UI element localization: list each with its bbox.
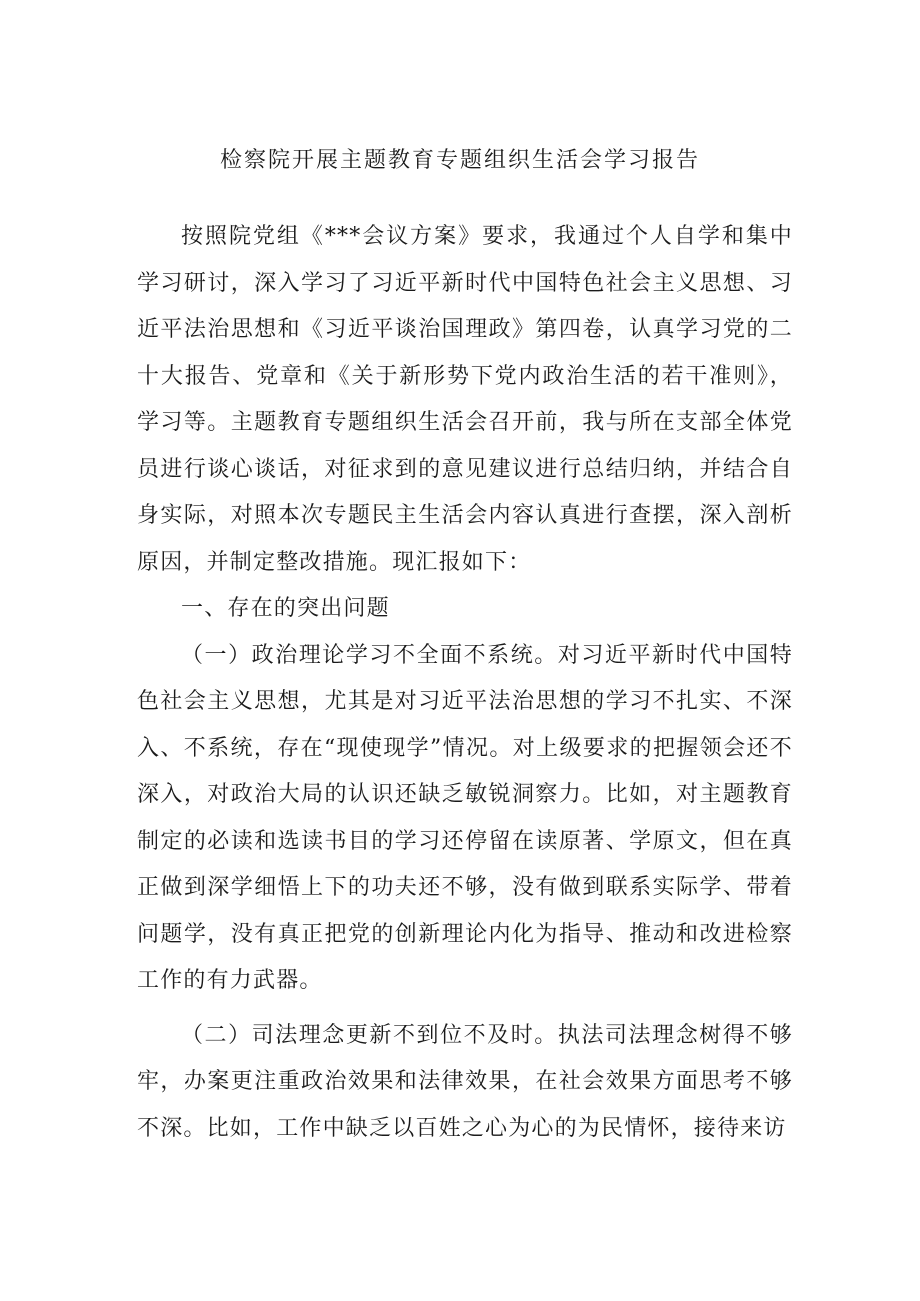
document-title: 检察院开展主题教育专题组织生活会学习报告 xyxy=(219,148,700,173)
problem-paragraph-2: （二）司法理念更新不到位不及时。执法司法理念树得不够牢，办案更注重政治效果和法律效果，在社会效果方面思考不够不深。比如，工作中缺乏以百姓之心为心的为民情怀，接待来访 xyxy=(137,1022,793,1141)
document-body xyxy=(137,214,793,1152)
section-heading: 一、存在的突出问题 xyxy=(181,596,390,621)
intro-paragraph: 按照院党组《***会议方案》要求，我通过个人自学和集中学习研讨，深入学习了习近平新时代中国特色社会主义思想、习近平法治思想和《习近平谈治国理政》第四卷，认真学习党的二十大报告、党章和《关于新形势下党内政治生活的若干准则》，学习等。主题教育专题组织生活会召开前，我与所在支部全体党员进行谈心谈话，对征求到的意见建议进行总结归纳，并结合自身实际，对照本次专题民主生活会内容认真进行查摆，深入剖析原因，并制定整改措施。现汇报如下： xyxy=(137,224,793,575)
problem-paragraph-1: （一）政治理论学习不全面不系统。对习近平新时代中国特色社会主义思想，尤其是对习近平法治思想的学习不扎实、不深入、不系统，存在“现使现学”情况。对上级要求的把握领会还不深入，对政治大局的认识还缺乏敏锐洞察力。比如，对主题教育制定的必读和选读书目的学习还停留在读原著、学原文，但在真正做到深学细悟上下的功夫还不够，没有做到联系实际学、带着问题学，没有真正把党的创新理论内化为指导、推动和改进检察工作的有力武器。 xyxy=(137,642,793,993)
